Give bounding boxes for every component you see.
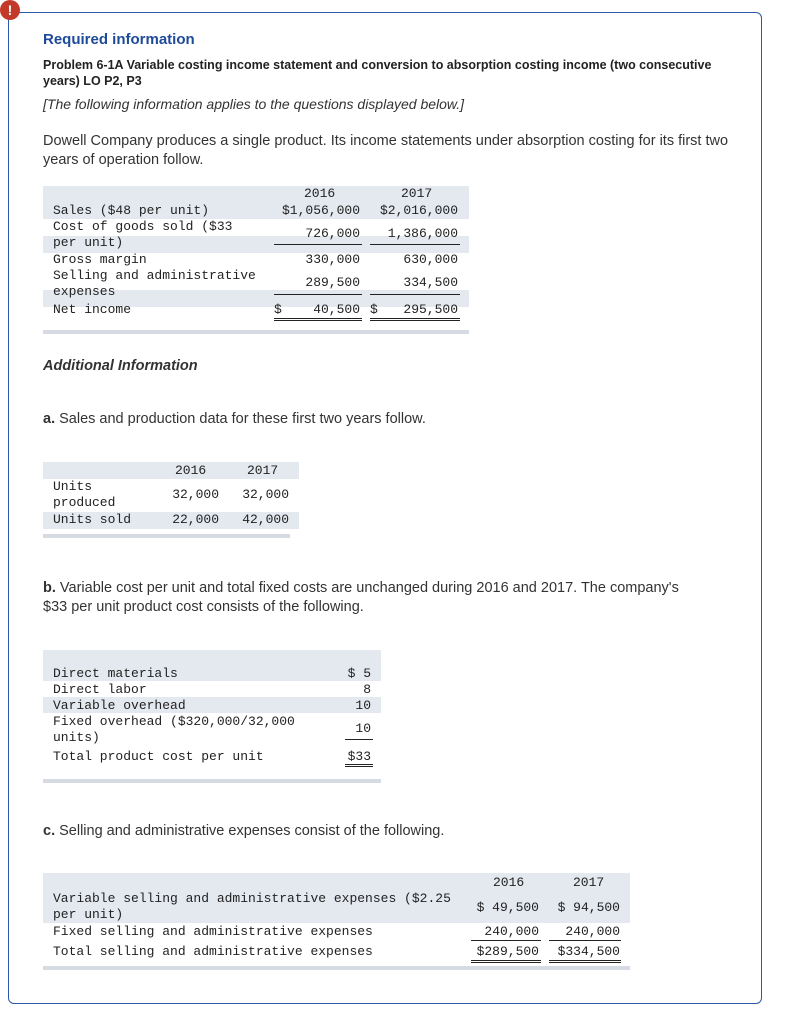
row-label-fixed-overhead: Fixed overhead ($320,000/32,000 units) xyxy=(53,714,295,745)
part-c-letter: c. xyxy=(43,823,56,839)
row-label-net-income: Net income xyxy=(53,302,132,317)
variable-sa-2017: $ 94,500 xyxy=(557,900,620,915)
problem-title: Problem 6-1A Variable costing income statement and conversion to absorption costing income (two consecutive years) LO P2, P3 xyxy=(43,58,712,88)
direct-labor-value: 8 xyxy=(363,682,371,697)
net-income-2017: 295,500 xyxy=(403,302,458,317)
direct-materials-value: $ 5 xyxy=(347,666,371,681)
year-header-2017: 2017 xyxy=(401,186,433,201)
part-b-letter: b. xyxy=(43,580,56,596)
sa-year-2016: 2016 xyxy=(493,875,525,890)
part-a-text xyxy=(43,410,426,429)
net-income-2016: 40,500 xyxy=(313,302,360,317)
units-produced-2016: 32,000 xyxy=(172,487,219,502)
year-header-2016: 2016 xyxy=(304,186,336,201)
units-table xyxy=(43,462,299,534)
cogs-2017: 1,386,000 xyxy=(387,226,458,241)
gross-margin-2017: 630,000 xyxy=(403,252,458,267)
row-label-units-produced: Units produced xyxy=(53,479,116,510)
variable-sa-2016: $ 49,500 xyxy=(476,900,539,915)
units-year-2017: 2017 xyxy=(247,463,279,478)
total-sa-2016: $289,500 xyxy=(476,944,539,959)
row-label-selling-admin: Selling and administrative expenses xyxy=(53,268,256,299)
required-info-heading: Required information xyxy=(43,31,195,48)
row-label-variable-overhead: Variable overhead xyxy=(53,698,186,713)
additional-info-heading: Additional Information xyxy=(43,358,198,374)
row-label-direct-labor: Direct labor xyxy=(53,682,147,697)
gross-margin-2016: 330,000 xyxy=(305,252,360,267)
units-produced-2017: 32,000 xyxy=(242,487,289,502)
variable-overhead-value: 10 xyxy=(355,698,371,713)
row-label-sales: Sales ($48 per unit) xyxy=(53,203,210,218)
row-label-gross-margin: Gross margin xyxy=(53,252,147,267)
intro-text: Dowell Company produces a single product. Its income statements under absorption costing for its first two years of operation follow. xyxy=(43,133,729,168)
part-a-body: Sales and production data for these first two years follow. xyxy=(59,411,426,427)
total-product-cost-value: $33 xyxy=(347,749,371,764)
selling-admin-2016: 289,500 xyxy=(305,275,360,290)
part-b-text xyxy=(43,579,683,617)
part-c-text xyxy=(43,822,444,841)
net-income-currency-2016: $ xyxy=(274,302,282,317)
info-note: [The following information applies to the questions displayed below.] xyxy=(43,96,465,112)
part-a-letter: a. xyxy=(43,411,56,427)
exclamation-icon: ! xyxy=(0,0,20,20)
selling-admin-table xyxy=(43,873,630,965)
row-label-direct-materials: Direct materials xyxy=(53,666,178,681)
sales-2016: $1,056,000 xyxy=(281,203,360,218)
total-sa-2017: $334,500 xyxy=(557,944,620,959)
row-label-fixed-sa: Fixed selling and administrative expenses xyxy=(53,924,373,939)
units-sold-2016: 22,000 xyxy=(172,512,219,527)
fixed-sa-2016: 240,000 xyxy=(484,924,539,939)
fixed-sa-2017: 240,000 xyxy=(565,924,620,939)
units-year-2016: 2016 xyxy=(175,463,207,478)
row-label-variable-sa: Variable selling and administrative expenses ($2.25 per unit) xyxy=(53,891,451,922)
selling-admin-2017: 334,500 xyxy=(403,275,458,290)
sales-2017: $2,016,000 xyxy=(379,203,458,218)
units-sold-2017: 42,000 xyxy=(242,512,289,527)
cogs-2016: 726,000 xyxy=(305,226,360,241)
net-income-currency-2017: $ xyxy=(370,302,378,317)
row-label-total-sa: Total selling and administrative expenses xyxy=(53,944,373,959)
product-cost-table xyxy=(43,650,381,778)
part-c-body: Selling and administrative expenses consist of the following. xyxy=(59,823,445,839)
income-statement-table xyxy=(43,186,469,326)
sa-year-2017: 2017 xyxy=(573,875,605,890)
row-label-total-product-cost: Total product cost per unit xyxy=(53,749,264,764)
row-label-units-sold: Units sold xyxy=(53,512,132,527)
fixed-overhead-value: 10 xyxy=(355,721,371,736)
row-label-cogs: Cost of goods sold ($33 per unit) xyxy=(53,219,233,250)
part-b-body: Variable cost per unit and total fixed costs are unchanged during 2016 and 2017. The company's $33 per unit product cost consists of the following. xyxy=(43,580,679,615)
